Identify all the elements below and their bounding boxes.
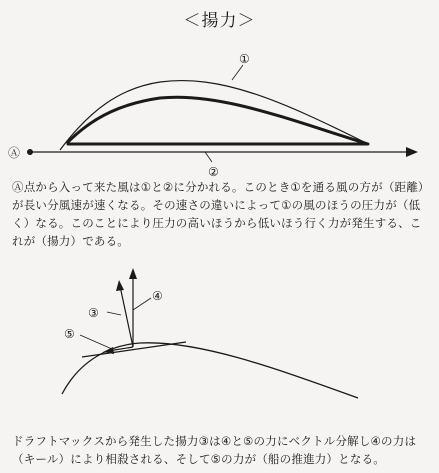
leader-line-4 <box>133 298 151 310</box>
label-5: ⑤ <box>64 327 75 341</box>
label-1: ① <box>239 52 250 66</box>
label-a: Ⓐ <box>8 146 21 160</box>
label-3: ③ <box>88 306 99 320</box>
leader-line-5 <box>80 335 112 349</box>
flow-arrowhead <box>406 147 418 157</box>
vector-5-arrowhead <box>103 347 114 354</box>
force-vector-diagram <box>0 260 439 430</box>
label-2: ② <box>208 165 219 179</box>
leader-line-3 <box>107 312 121 315</box>
leader-line-1 <box>232 65 243 80</box>
vector-3-arrowhead <box>116 280 124 291</box>
lift-vector-3 <box>120 286 133 347</box>
explanation-paragraph-1: Ⓐ点から入って来た風は①と②に分かれる。このとき①を通る風の方が（距離）が長い分風速が速くなる。その速さの違いによって①の風のほうの圧力が（低く）なる。このことにより圧力の高いほうから低いほう行く力が発生する、これが（揚力）である。 <box>12 180 430 248</box>
label-4: ④ <box>152 289 163 303</box>
airfoil-shape <box>68 97 368 144</box>
leader-line-2 <box>205 152 212 162</box>
tangent-line <box>82 342 186 357</box>
point-a-dot <box>27 149 33 155</box>
explanation-paragraph-2: ドラフトマックスから発生した揚力③は④と⑤の力にベクトル分解し④の力は（キール）により相殺される、そして⑤の力が（船の推進力）となる。 <box>12 434 417 466</box>
page-title: ＜揚力＞ <box>183 11 256 31</box>
airfoil-diagram <box>0 0 439 180</box>
vector-4-arrowhead <box>129 268 137 279</box>
